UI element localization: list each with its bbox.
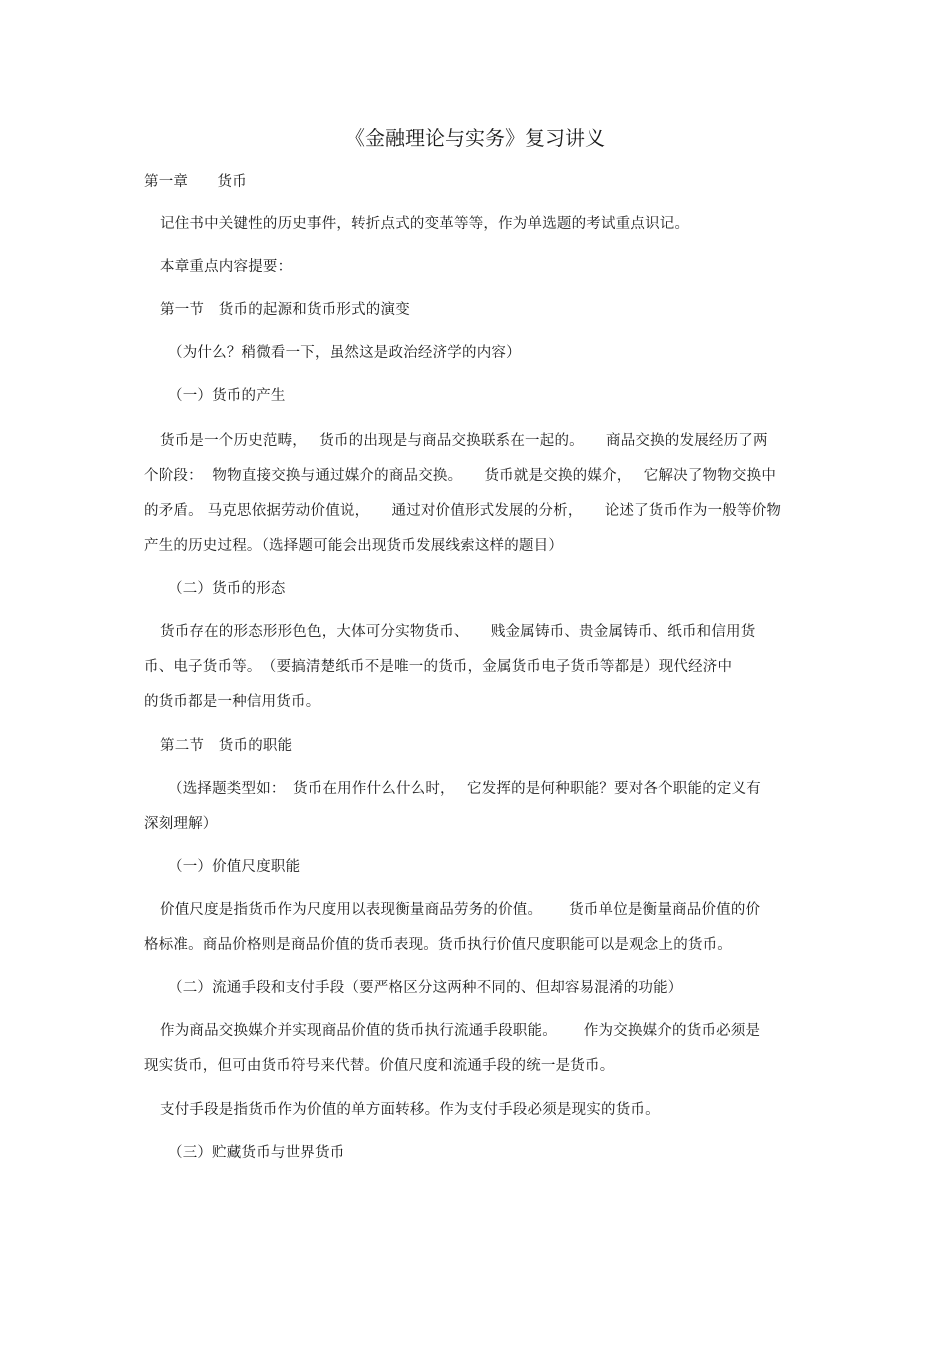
paragraph-line: 货币存在的形态形形色色，大体可分实物货币、 贱金属铸币、贵金属铸币、纸币和信用货 (160, 624, 756, 640)
paragraph-line: 货币是一个历史范畴， 货币的出现是与商品交换联系在一起的。 商品交换的发展经历了两 (160, 433, 768, 449)
summary-label: 本章重点内容提要： (160, 259, 293, 275)
paragraph-line: 现实货币，但可由货币符号来代替。价值尺度和流通手段的统一是货币。 (144, 1058, 615, 1074)
paragraph-line: 的矛盾。 马克思依据劳动价值说， 通过对价值形式发展的分析， 论述了货币作为一般等价物 (144, 503, 782, 519)
section2-sub1-heading: （一）价值尺度职能 (168, 859, 301, 875)
section2-sub3-heading: （三）贮藏货币与世界货币 (168, 1145, 345, 1161)
section1-heading: 第一节 货币的起源和货币形式的演变 (160, 302, 410, 318)
section2-note-line: 深刻理解） (144, 816, 218, 832)
chapter-heading: 第一章 货币 (144, 174, 247, 190)
section2-note-line: （选择题类型如： 货币在用作什么什么时， 它发挥的是何种职能？要对各个职能的定义有 (168, 781, 762, 797)
section1-note: （为什么？稍微看一下，虽然这是政治经济学的内容） (168, 345, 521, 361)
paragraph-line: 产生的历史过程。（选择题可能会出现货币发展线索这样的题目） (144, 538, 564, 554)
section2-sub2-heading: （二）流通手段和支付手段（要严格区分这两种不同的、但却容易混淆的功能） (168, 980, 683, 996)
section1-sub2-heading: （二）货币的形态 (168, 581, 286, 597)
section2-heading: 第二节 货币的职能 (160, 738, 293, 754)
paragraph-line: 的货币都是一种信用货币。 (144, 694, 321, 710)
paragraph-line: 个阶段： 物物直接交换与通过媒介的商品交换。 货币就是交换的媒介， 它解决了物物交换中 (144, 468, 777, 484)
section1-sub1-heading: （一）货币的产生 (168, 388, 286, 404)
paragraph-line: 作为商品交换媒介并实现商品价值的货币执行流通手段职能。 作为交换媒介的货币必须是 (160, 1023, 761, 1039)
payment-means-line: 支付手段是指货币作为价值的单方面转移。作为支付手段必须是现实的货币。 (160, 1102, 660, 1118)
paragraph-line: 价值尺度是指货币作为尺度用以表现衡量商品劳务的价值。 货币单位是衡量商品价值的价 (160, 902, 761, 918)
document-title: 《金融理论与实务》复习讲义 (345, 126, 605, 150)
paragraph-line: 格标准。商品价格则是商品价值的货币表现。货币执行价值尺度职能可以是观念上的货币。 (144, 937, 732, 953)
intro-note: 记住书中关键性的历史事件，转折点式的变革等等，作为单选题的考试重点识记。 (160, 216, 690, 232)
paragraph-line: 币、电子货币等。 （要搞清楚纸币不是唯一的货币，金属货币电子货币等都是）现代经济中 (144, 659, 733, 675)
